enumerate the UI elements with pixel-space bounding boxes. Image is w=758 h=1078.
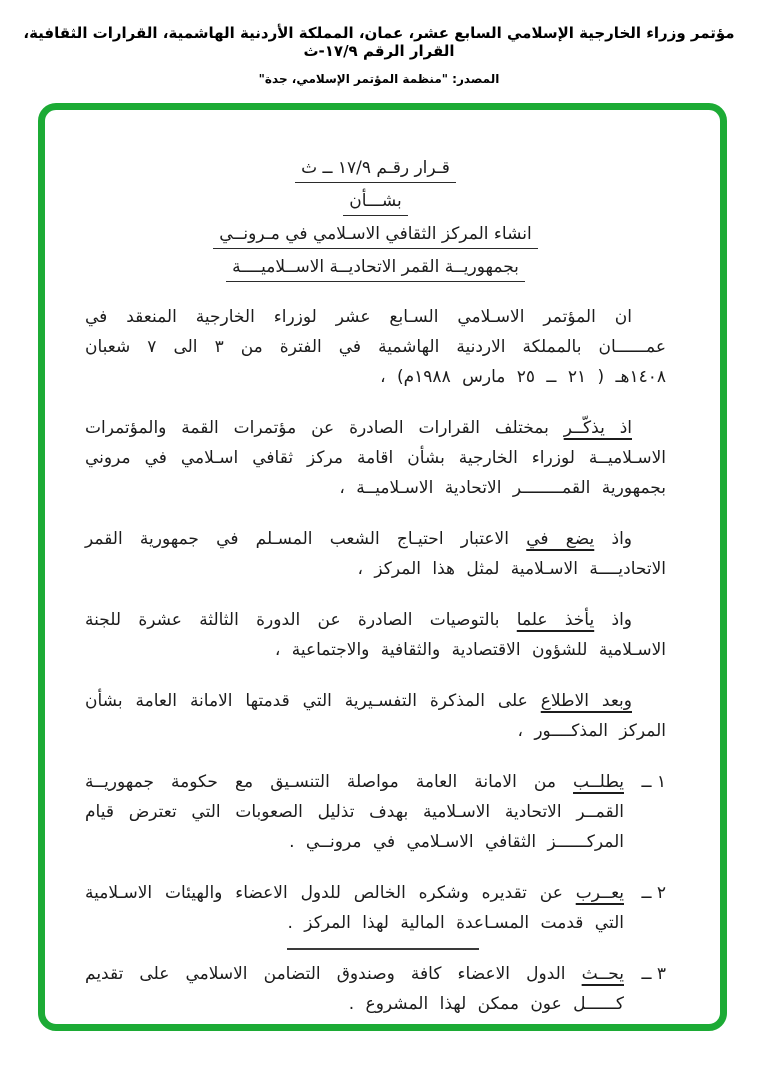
paragraph-text: على المذكرة التفسـيرية التي قدمتها الامانة العامة بشأن المركز المذكــــور ، <box>85 691 666 741</box>
item-lead: يعــرب <box>575 883 624 903</box>
signature-line <box>287 948 479 950</box>
document-header <box>0 24 758 86</box>
item-body <box>85 878 624 938</box>
item-body <box>85 767 624 857</box>
title-line-country: بجمهوريــة القمر الاتحاديــة الاســلاميــــة <box>85 257 666 282</box>
preamble-paragraph-3 <box>85 524 666 584</box>
operative-items <box>85 767 666 1019</box>
title-line-number: قـرار رقـم ١٧/٩ ــ ث <box>85 158 666 183</box>
title-line-regarding: بشـــأن <box>85 191 666 216</box>
item-number: ١ ــ <box>641 772 666 792</box>
preamble-paragraph-1 <box>85 302 666 392</box>
paragraph-text: بمختلف القرارات الصادرة عن مؤتمرات القمة والمؤتمرات الاسـلاميــة لوزراء الخارجية بشأن اقامة مركز ثقافي اسـلامي في مروني بجمهورية القمــــــــر الاتحادية الاسـلاميــة ، <box>85 418 666 498</box>
item-1 <box>85 767 666 857</box>
item-text: من الامانة العامة مواصلة التنسـيق مع حكومة جمهوريــة القمــر الاتحادية الاسـلامية بهدف تذليل الصعوبات التي تعترض قيام المركــــــز الثقافي الاسـلامي في مرونــي . <box>85 772 624 852</box>
item-number: ٣ ــ <box>641 964 666 984</box>
paragraph-lead: يأخذ علما <box>516 610 595 630</box>
paragraph-lead: وبعد الاطلاع <box>540 691 632 711</box>
paragraph-lead: اذ يذكّــر <box>563 418 632 438</box>
header-source: المصدر: "منظمة المؤتمر الإسلامي، جدة" <box>258 72 500 86</box>
paragraph-text: بالتوصيات الصادرة عن الدورة الثالثة عشرة للجنة الاسـلامية للشؤون الاقتصادية والثقافية والاجتماعية ، <box>85 610 666 660</box>
item-number: ٢ ــ <box>641 883 666 903</box>
item-2 <box>85 878 666 938</box>
resolution-title <box>85 158 666 282</box>
preamble-paragraph-5 <box>85 686 666 746</box>
paragraph-lead: يضع في <box>526 529 595 549</box>
paragraph-pre: واذ <box>611 610 633 630</box>
header-title: مؤتمر وزراء الخارجية الإسلامي السابع عشر، عمان، المملكة الأردنية الهاشمية، القرارات الثقافية، القرار الرقم ١٧/٩-ث <box>23 24 735 60</box>
green-border-frame <box>38 103 727 1031</box>
item-lead: يحــث <box>581 964 624 984</box>
item-lead: يطلــب <box>573 772 624 792</box>
paragraph-pre: واذ <box>611 529 633 549</box>
item-3 <box>85 959 666 1019</box>
title-line-subject: انشاء المركز الثقافي الاسـلامي في مـرونــي <box>85 224 666 249</box>
paragraph-text: ان المؤتمر الاسـلامي السـابع عشر لوزراء الخارجية المنعقد في عمــــــان بالمملكة الاردنية الهاشمية في الفترة من ٣ الى ٧ شعبان ١٤٠٨هـ ( ٢١ ــ ٢٥ مارس ١٩٨٨م) ، <box>85 307 666 387</box>
preamble-paragraph-4 <box>85 605 666 665</box>
item-text: الدول الاعضاء كافة وصندوق التضامن الاسلامي على تقديم كــــــل عون ممكن لهذا المشروع . <box>85 964 624 1014</box>
preamble-paragraph-2 <box>85 413 666 503</box>
item-body <box>85 959 624 1019</box>
preamble-section <box>85 302 666 746</box>
item-text: عن تقديره وشكره الخالص للدول الاعضاء والهيئات الاسـلامية التي قدمت المسـاعدة المالية لهذا المركز . <box>85 883 624 933</box>
paragraph-text: الاعتبار احتيـاج الشعب المسـلم في جمهورية القمر الاتحاديــــة الاسـلامية لمثل هذا المركز ، <box>85 529 666 579</box>
